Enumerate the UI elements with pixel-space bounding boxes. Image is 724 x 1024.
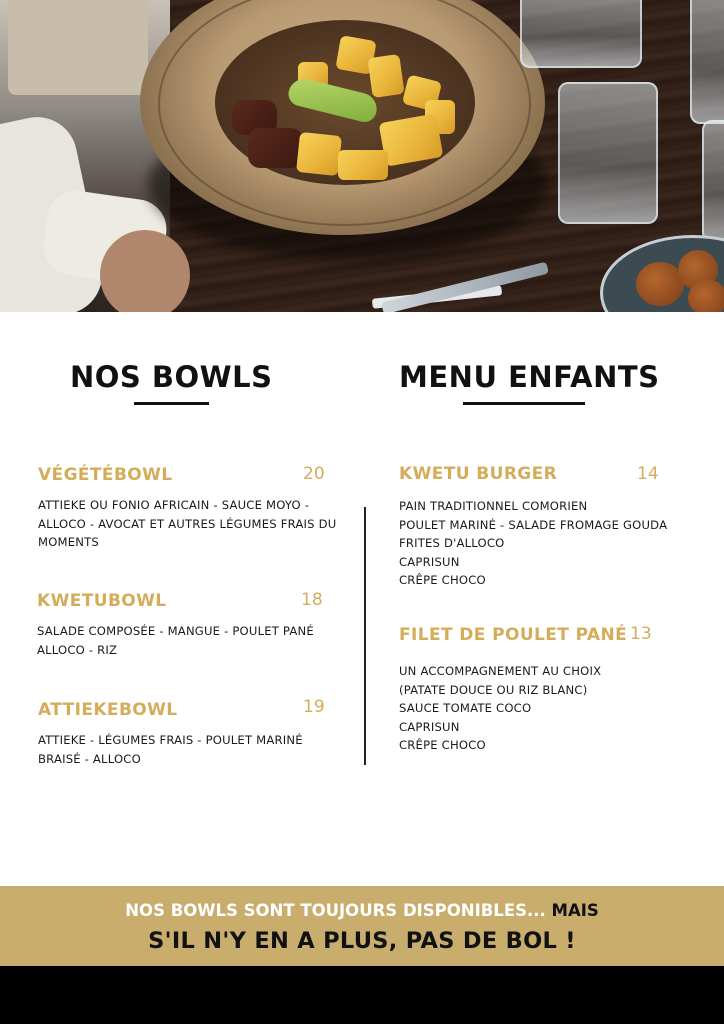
bowl-name: VÉGÉTÉBOWL: [38, 465, 173, 485]
description-line: CAPRISUN: [399, 554, 460, 569]
water-glass: [702, 120, 724, 242]
banner-line-1-black: MAIS: [551, 901, 599, 920]
banner-line-1: [0, 901, 724, 920]
description-line: ALLOCO - AVOCAT ET AUTRES LÉGUMES FRAIS DU: [38, 516, 337, 531]
bowl-price: 19: [303, 697, 325, 717]
fried-plantain: [367, 54, 404, 98]
description-line: ATTIEKE - LÉGUMES FRAIS - POULET MARINÉ: [38, 733, 303, 747]
fritter: [688, 280, 724, 312]
banner-line-2: S'IL N'Y EN A PLUS, PAS DE BOL !: [148, 928, 576, 954]
availability-banner: [0, 886, 724, 966]
fritter: [636, 262, 684, 306]
kids-item-description: [399, 497, 667, 590]
description-line: POULET MARINÉ - SALADE FROMAGE GOUDA: [399, 517, 668, 532]
kids-heading-underline: [463, 402, 585, 405]
description-line: FRITES D'ALLOCO: [399, 536, 505, 550]
column-divider: [364, 507, 366, 765]
description-line: CRÊPE CHOCO: [399, 738, 486, 752]
hero-photo: [0, 0, 724, 312]
kids-item-price: 14: [637, 464, 659, 484]
water-glass: [558, 82, 658, 224]
kids-item-description: [399, 662, 601, 755]
description-line: SAUCE TOMATE COCO: [399, 701, 532, 715]
water-glass: [690, 0, 724, 124]
description-line: ATTIEKE OU FONIO AFRICAIN - SAUCE MOYO -: [38, 498, 310, 512]
banner-line-1-white: NOS BOWLS SONT TOUJOURS DISPONIBLES...: [125, 901, 546, 920]
description-line: PAIN TRADITIONNEL COMORIEN: [399, 499, 588, 513]
bowl-price: 18: [301, 590, 323, 610]
water-glass: [520, 0, 642, 68]
description-line: MOMENTS: [38, 535, 99, 549]
bowls-heading-underline: [134, 402, 209, 405]
bowl-description: [38, 496, 336, 552]
description-line: BRAISÉ - ALLOCO: [38, 751, 141, 766]
footer-bar: [0, 966, 724, 1024]
bowl-name: ATTIEKEBOWL: [38, 700, 178, 720]
description-line: SALADE COMPOSÉE - MANGUE - POULET PANÉ: [37, 624, 314, 638]
description-line: CRÊPE CHOCO: [399, 573, 486, 587]
bowl-name: KWETUBOWL: [37, 591, 167, 611]
description-line: UN ACCOMPAGNEMENT AU CHOIX: [399, 664, 602, 678]
description-line: (PATATE DOUCE OU RIZ BLANC): [399, 682, 588, 697]
grilled-meat: [248, 128, 303, 168]
hand: [100, 230, 190, 312]
fried-plantain: [296, 132, 342, 176]
bowls-heading: NOS BOWLS: [70, 360, 273, 394]
fried-plantain: [338, 150, 388, 180]
kids-item-price: 13: [630, 624, 652, 644]
description-line: CAPRISUN: [399, 719, 460, 734]
kids-heading: MENU ENFANTS: [399, 360, 660, 394]
napkin: [8, 0, 148, 95]
bowl-price: 20: [303, 464, 325, 484]
kids-item-name: FILET DE POULET PANÉ: [399, 625, 628, 645]
bowl-description: [38, 731, 303, 768]
description-line: ALLOCO - RIZ: [37, 642, 118, 657]
kids-item-name: KWETU BURGER: [399, 464, 558, 484]
bowl-description: [37, 622, 314, 659]
